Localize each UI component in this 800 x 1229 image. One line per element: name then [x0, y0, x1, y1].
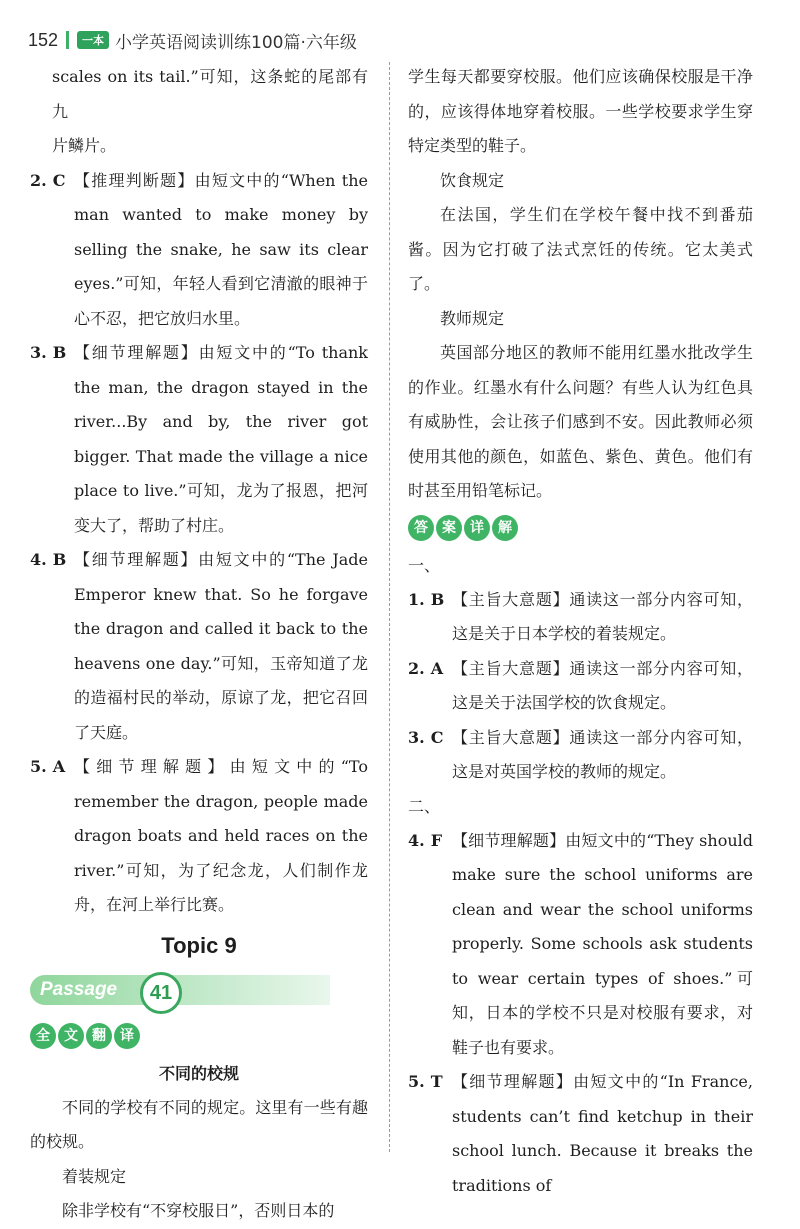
answer-letter: T	[430, 1072, 443, 1091]
answer-explanation: 【推理判断题】由短文中的“When the man wanted to make money by selling the snake, he saw its clear eyes.”可知，年轻人看到它清澈的眼神于心不忍，把它放归水里。	[74, 170, 368, 328]
tag-char: 翻	[86, 1023, 112, 1049]
translation-paragraph: 学生每天都要穿校服。他们应该确保校服是干净的，应该得体地穿着校服。一些学校要求学生穿特定类型的鞋子。	[408, 67, 753, 155]
left-column	[30, 60, 368, 1229]
answer-number: 2. C	[30, 170, 66, 190]
answer-explanation: 【细节理解题】由短文中的“In France, students can’t find ketchup in their school lunch. Because it breaks the traditions of	[452, 1072, 753, 1195]
answer-item	[30, 750, 368, 923]
answer-number: 4. F	[408, 830, 443, 850]
page-number: 152	[28, 29, 59, 50]
passage-banner	[30, 969, 368, 1013]
answer-number: 5. T	[408, 1072, 443, 1091]
continued-line: scales on its tail.”可知，这条蛇的尾部有九	[52, 67, 368, 121]
translation-paragraph: 英国部分地区的教师不能用红墨水批改学生的作业。红墨水有什么问题？有些人认为红色具有威胁性，会让孩子们感到不安。因此教师必须使用其他的颜色，如蓝色、紫色、黄色。他们有时甚至用铅笔标记。	[408, 343, 753, 500]
translation-paragraph: 在法国，学生们在学校午餐中找不到番茄酱。因为它打破了法式烹饪的传统。它太美式了。	[408, 205, 753, 293]
translation-paragraph: 不同的学校有不同的规定。这里有一些有趣的校规。	[30, 1097, 368, 1151]
answer-letter: B	[430, 589, 445, 609]
answer-number: 3. B	[30, 343, 67, 362]
answer-explanation: 【主旨大意题】通读这一部分内容可知，这是对英国学校的教师的规定。	[452, 727, 753, 781]
header-divider	[66, 31, 69, 49]
answer-explanation: 【主旨大意题】通读这一部分内容可知，这是关于法国学校的饮食规定。	[452, 658, 753, 712]
answer-explanation: 【主旨大意题】通读这一部分内容可知，这是关于日本学校的着装规定。	[452, 589, 753, 643]
answer-number: 3. C	[408, 727, 444, 747]
answer-letter: C	[52, 170, 66, 190]
translation-subheading: 着装规定	[62, 1166, 127, 1186]
tag-char: 文	[58, 1023, 84, 1049]
continued-line: 片鳞片。	[52, 136, 117, 155]
answer-item	[408, 583, 753, 652]
book-title: 小学英语阅读训练100篇·六年级	[115, 32, 357, 53]
passage-number: 41	[140, 972, 182, 1014]
translation-label	[30, 1023, 368, 1049]
tag-char: 全	[30, 1023, 56, 1049]
brand-logo: 一本	[77, 31, 109, 49]
answer-number: 1. B	[408, 589, 445, 609]
answer-letter: F	[430, 830, 443, 850]
section-marker: 二、	[408, 796, 441, 816]
translation-subheading: 教师规定	[440, 308, 505, 328]
answer-number: 2. A	[408, 658, 444, 678]
column-divider	[389, 62, 390, 1152]
translation-subheading: 饮食规定	[440, 170, 505, 190]
tag-char: 解	[492, 515, 518, 541]
tag-char: 案	[436, 515, 462, 541]
answer-letter: A	[52, 757, 66, 776]
page-header	[28, 26, 357, 54]
topic-heading: Topic 9	[161, 932, 237, 958]
answer-explanation: 【细节理解题】由短文中的“The Jade Emperor knew that. So he forgave the dragon and called it back to the heavens one day.”可知，玉帝知道了龙的造福村民的举动，原谅了龙，把它召回了天庭。	[74, 550, 368, 742]
answer-letter: B	[52, 343, 67, 362]
tag-char: 译	[114, 1023, 140, 1049]
continued-text	[30, 60, 368, 164]
answer-label	[408, 515, 753, 541]
answer-item	[408, 652, 753, 721]
translation-paragraph: 除非学校有“不穿校服日”，否则日本的	[62, 1201, 335, 1220]
answer-item	[408, 824, 753, 1066]
answer-letter: C	[430, 727, 444, 747]
answer-letter: A	[430, 658, 444, 678]
tag-char: 答	[408, 515, 434, 541]
right-column	[408, 60, 753, 1203]
answer-explanation: 【细节理解题】由短文中的“To thank the man, the dragon stayed in the river...By and by, the river got bigger. That made the village a nice place to live.”可知，龙为了报恩，把河变大了，帮助了村庄。	[74, 343, 368, 535]
answer-item	[408, 721, 753, 790]
translation-title: 不同的校规	[158, 1063, 239, 1083]
tag-char: 详	[464, 515, 490, 541]
answer-item	[30, 164, 368, 337]
answer-item	[30, 543, 368, 750]
answer-item	[30, 336, 368, 543]
answer-item	[408, 1065, 753, 1203]
answer-explanation: 【细节理解题】由短文中的“To remember the dragon, people made dragon boats and held races on the river.”可知，为了纪念龙，人们制作龙舟，在河上举行比赛。	[74, 757, 368, 914]
answer-explanation: 【细节理解题】由短文中的“They should make sure the school uniforms are clean and wear the school uniforms properly. Some schools ask students to wear certain types of shoes.”可知，日本的学校不只是对校服有要求，对鞋子也有要求。	[452, 830, 753, 1057]
answer-number: 5. A	[30, 757, 66, 776]
passage-label: Passage	[40, 978, 118, 1000]
answer-letter: B	[52, 550, 67, 569]
section-marker: 一、	[408, 555, 441, 575]
answer-number: 4. B	[30, 550, 67, 569]
